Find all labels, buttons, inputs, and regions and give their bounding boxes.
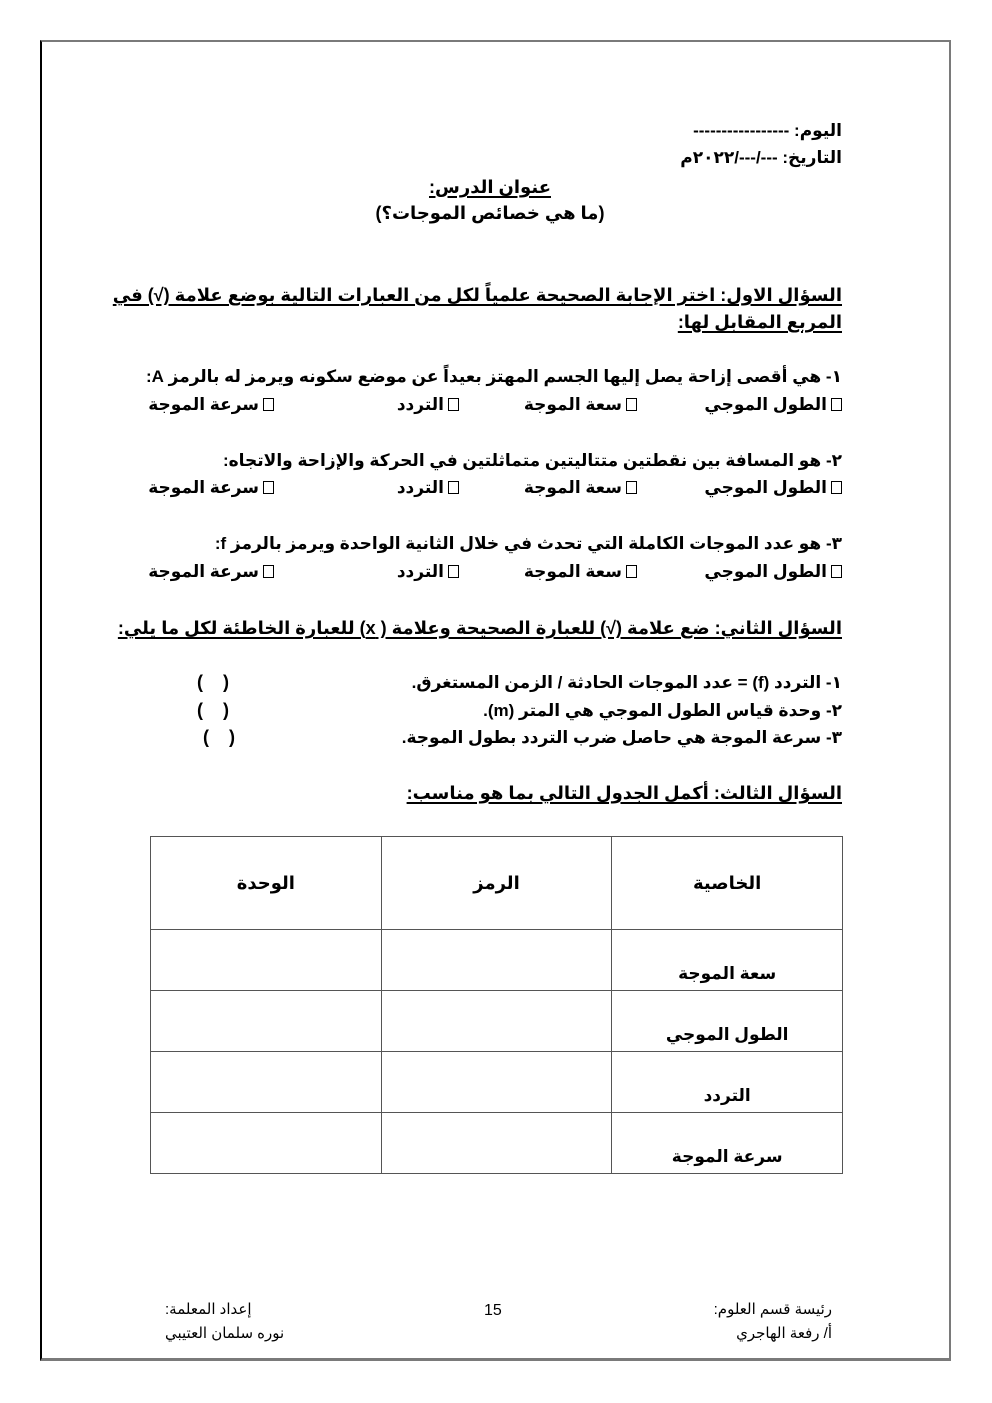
header-symbol: الرمز: [381, 837, 612, 930]
option-frequency[interactable]: التردد: [397, 562, 459, 582]
answer-blank-1[interactable]: ( ): [197, 672, 229, 692]
option-wavelength[interactable]: الطول الموجي: [704, 395, 842, 415]
answer-blank-3[interactable]: ( ): [203, 727, 235, 747]
question2-item-1: ١- التردد (f) = عدد الموجات الحادثة / الزمن المستغرق.: [411, 673, 842, 692]
cell-unit[interactable]: [151, 991, 382, 1052]
checkbox-icon[interactable]: [831, 565, 842, 578]
question1-item-2-options: [150, 478, 842, 500]
question1-item-3: ٣- هو عدد الموجات الكاملة التي تحدث في خلال الثانية الواحدة ويرمز بالرمز f:: [214, 534, 842, 553]
checkbox-icon[interactable]: [626, 398, 637, 411]
question1-item-1-options: [150, 395, 842, 417]
question1-heading: السؤال الاول: اختر الإجابة الصحيحة علمياً لكل من العبارات التالية بوضع علامة (√) في: [112, 285, 842, 305]
question3-heading: السؤال الثالث: أكمل الجدول التالي بما هو مناسب:: [406, 783, 842, 803]
checkbox-icon[interactable]: [626, 481, 637, 494]
cell-symbol[interactable]: [381, 991, 612, 1052]
option-frequency[interactable]: التردد: [397, 478, 459, 498]
cell-property: سعة الموجة: [612, 930, 843, 991]
checkbox-icon[interactable]: [263, 481, 274, 494]
checkbox-icon[interactable]: [448, 398, 459, 411]
cell-unit[interactable]: [151, 1052, 382, 1113]
department-head-name: أ/ رفعة الهاجري: [736, 1325, 832, 1342]
option-wave-speed[interactable]: سرعة الموجة: [148, 395, 274, 415]
checkbox-icon[interactable]: [448, 565, 459, 578]
option-amplitude[interactable]: سعة الموجة: [524, 478, 637, 498]
teacher-label: إعداد المعلمة:: [165, 1301, 252, 1318]
question1-item-2: ٢- هو المسافة بين نقطتين متتاليتين متماثلتين في الحركة والإزاحة والاتجاه:: [222, 451, 842, 470]
question2-item-2: ٢- وحدة قياس الطول الموجي هي المتر (m).: [483, 701, 842, 720]
question2-heading: السؤال الثاني: ضع علامة (√) للعبارة الصحيحة وعلامة ( x) للعبارة الخاطئة لكل ما يلي:: [117, 618, 842, 638]
lesson-title-label: عنوان الدرس:: [429, 177, 551, 197]
question2-item-3: ٣- سرعة الموجة هي حاصل ضرب التردد بطول الموجة.: [401, 728, 842, 747]
properties-table: [150, 836, 843, 1174]
header-property: الخاصية: [612, 837, 843, 930]
option-wavelength[interactable]: الطول الموجي: [704, 478, 842, 498]
page-number: 15: [484, 1302, 502, 1319]
lesson-title: (ما هي خصائص الموجات؟): [375, 203, 605, 223]
table-row: [151, 1052, 843, 1113]
checkbox-icon[interactable]: [263, 565, 274, 578]
checkbox-icon[interactable]: [831, 481, 842, 494]
cell-symbol[interactable]: [381, 1113, 612, 1174]
cell-property: الطول الموجي: [612, 991, 843, 1052]
cell-symbol[interactable]: [381, 930, 612, 991]
checkbox-icon[interactable]: [626, 565, 637, 578]
question1-item-3-options: [150, 562, 842, 584]
cell-property: التردد: [612, 1052, 843, 1113]
answer-blank-2[interactable]: ( ): [197, 700, 229, 720]
checkbox-icon[interactable]: [448, 481, 459, 494]
question1-item-1: ١- هي أقصى إزاحة يصل إليها الجسم المهتز بعيداً عن موضع سكونه ويرمز له بالرمز A:: [145, 367, 842, 386]
date-field: التاريخ: ---/---/٢٠٢٢م: [680, 148, 842, 167]
option-amplitude[interactable]: سعة الموجة: [524, 562, 637, 582]
question1-heading-cont: المربع المقابل لها:: [677, 312, 842, 332]
cell-unit[interactable]: [151, 930, 382, 991]
cell-symbol[interactable]: [381, 1052, 612, 1113]
checkbox-icon[interactable]: [831, 398, 842, 411]
table-header-row: [151, 837, 843, 930]
cell-property: سرعة الموجة: [612, 1113, 843, 1174]
department-head-label: رئيسة قسم العلوم:: [713, 1301, 832, 1318]
option-wave-speed[interactable]: سرعة الموجة: [148, 562, 274, 582]
day-field: اليوم: -----------------: [693, 121, 842, 140]
header-unit: الوحدة: [151, 837, 382, 930]
option-wavelength[interactable]: الطول الموجي: [704, 562, 842, 582]
option-frequency[interactable]: التردد: [397, 395, 459, 415]
option-amplitude[interactable]: سعة الموجة: [524, 395, 637, 415]
checkbox-icon[interactable]: [263, 398, 274, 411]
table-row: [151, 991, 843, 1052]
cell-unit[interactable]: [151, 1113, 382, 1174]
table-row: [151, 930, 843, 991]
teacher-name: نوره سلمان العتيبي: [165, 1325, 285, 1342]
table-row: [151, 1113, 843, 1174]
option-wave-speed[interactable]: سرعة الموجة: [148, 478, 274, 498]
